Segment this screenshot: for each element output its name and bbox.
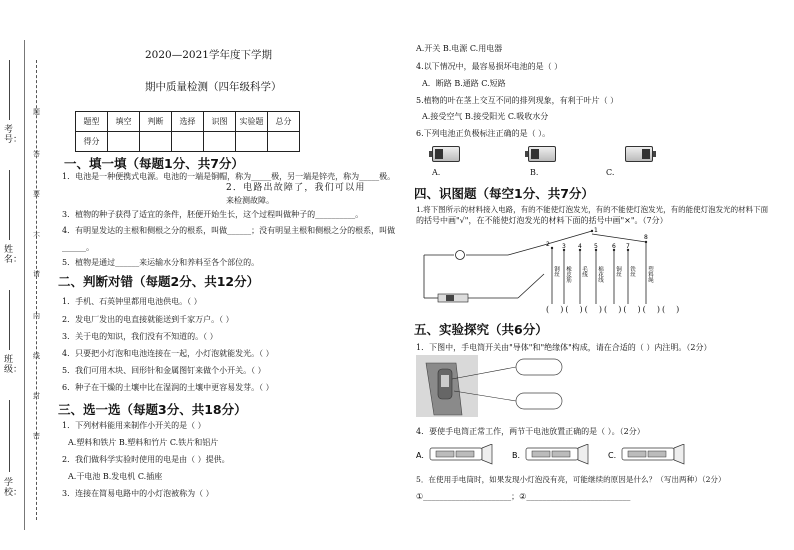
r-q4: 4.以下情况中，最容易损坏电池的是（ ）: [416, 62, 563, 71]
score-header: 总分: [268, 112, 300, 132]
score-header: 题型: [76, 112, 108, 132]
s2-item: 3．关于电的知识，我们没有不知道的。（ ）: [62, 332, 218, 341]
section1-heading: 一、填一填（每题1分、共7分）: [64, 156, 244, 171]
s4-instruction-1: 1.将下图所示的材料接入电路，有的不能使灯泡发光，有的不能使灯泡发光，有的能使灯泡发光的材料下面: [416, 205, 769, 214]
score-header: 填空: [108, 112, 140, 132]
circuit-number: 8: [644, 234, 648, 241]
s3-q2: 2．我们做科学实验时使用的电是由（ ）提供。: [62, 455, 230, 464]
battery-b-image: [528, 146, 556, 162]
circuit-number: 2: [546, 241, 550, 248]
label-school: 学校：: [4, 478, 23, 498]
binding-line-dashed: [36, 60, 37, 520]
battery-label: A.: [432, 168, 441, 177]
score-table: [75, 111, 300, 152]
circuit-number: 4: [578, 243, 582, 250]
s2-item: 6．种子在干燥的土壤中比在湿润的土壤中更容易发芽。（ ）: [62, 383, 274, 392]
flashlight-a-icon: [430, 444, 492, 464]
seal-char: 要: [33, 190, 40, 198]
score-table-row: [76, 132, 300, 152]
score-cell[interactable]: [236, 132, 268, 152]
s5-q5-line2[interactable]: ①______________________；②__________________________: [416, 492, 631, 501]
material-label: 铁丝: [629, 266, 635, 277]
material-label: 钢丝: [553, 266, 559, 277]
seal-char: 密: [33, 432, 40, 440]
s5-q4: 4．要使手电筒正常工作，两节干电池放置正确的是（ ）。（2分）: [416, 427, 645, 436]
score-cell[interactable]: [140, 132, 172, 152]
circuit-number: 7: [626, 243, 630, 250]
s5-q5-line1: 5．在使用手电筒时，如果发现小灯泡没有亮，可能继续的原因是什么？（写出两种）（2分）: [416, 475, 726, 484]
seal-char: 请: [33, 270, 40, 278]
score-header: 识图: [204, 112, 236, 132]
s2-item: 2．发电厂发出的电直接就能送到千家万户。（ ）: [62, 315, 234, 324]
r-q5: 5.植物的叶在茎上交互不同的排列现象，有利于叶片（ ）: [416, 96, 619, 105]
label-exam-number: 考号：: [4, 125, 23, 145]
score-table-header-row: [76, 112, 300, 132]
s1-q4-line1: 4．有明显发达的主根和侧根之分的根系，叫做______；没有明显主根和侧根之分的根系，叫做: [62, 226, 396, 235]
s2-item: 1．手机、石英钟里都用电池供电。（ ）: [62, 297, 202, 306]
s1-q3: 3．植物的种子获得了适宜的条件，胚便开始生长，这个过程叫做种子的__________。: [62, 210, 364, 219]
score-header: 实验题: [236, 112, 268, 132]
flashlight-b-icon: [526, 444, 588, 464]
circuit-number: 6: [612, 243, 616, 250]
score-header: 判断: [140, 112, 172, 132]
score-cell[interactable]: [172, 132, 204, 152]
exam-title: 2020—2021学年度下学期: [145, 49, 272, 61]
section2-heading: 二、判断对错（每题2分、共12分）: [58, 274, 260, 289]
s3-q3: 3．连接在简易电路中的小灯泡被称为（ ）: [62, 489, 214, 498]
flashlight-label: C.: [608, 451, 617, 460]
battery-label: B.: [530, 168, 539, 177]
score-cell[interactable]: [108, 132, 140, 152]
flashlight-options: [416, 444, 694, 468]
section4-heading: 四、识图题（每空1分、共7分）: [414, 186, 594, 201]
s4-instruction-2: 的括号中画"√"，在不能使灯泡发光的材料下面的括号中画"×"。（7分）: [416, 216, 668, 225]
score-cell[interactable]: [204, 132, 236, 152]
section3-heading: 三、选一选（每题3分、共18分）: [58, 402, 247, 417]
r-q4-options: A．断路 B.通路 C.短路: [422, 79, 506, 88]
seal-char: 内: [33, 312, 40, 320]
s3-q1-options: A.塑料和铁片 B.塑料和竹片 C.铁片和铝片: [68, 438, 219, 447]
s5-q1: 1．下图中，手电筒开关由"导体"和"绝缘体"构成，请在合适的（ ）内注明。（2分）: [416, 343, 712, 352]
battery-c-image: [625, 146, 653, 162]
s2-item: 5．我们可用木块、回形针和金属图钉来做个小开关。（ ）: [62, 366, 266, 375]
s1-q5: 5．植物是通过______来运输水分和养料至各个部位的。: [62, 258, 260, 267]
section5-heading: 五、实验探究（共6分）: [414, 322, 548, 337]
seal-char: 答: [33, 150, 40, 158]
material-label: 塑料绳: [647, 266, 653, 283]
seal-char: 题: [33, 108, 40, 116]
material-label: 毛线: [581, 266, 587, 277]
flashlight-switch-image: [416, 355, 576, 417]
circuit-number: 3: [562, 243, 566, 250]
answer-oval[interactable]: [516, 359, 562, 375]
s1-q2-line1: 2．电路出故障了，我们可以用: [226, 183, 366, 193]
circuit-number: 5: [594, 243, 598, 250]
r-q6: 6.下列电池正负极标注正确的是（ ）。: [416, 129, 551, 138]
answer-brackets[interactable]: ( )( )( )( )( )( )( ): [546, 305, 682, 314]
seal-char: 线: [33, 352, 40, 360]
label-class: 班级：: [4, 355, 23, 375]
s1-q4-line2: ______。: [62, 243, 94, 252]
s3-q1: 1．下列材料能用来制作小开关的是（ ）: [62, 421, 206, 430]
battery-label: C.: [606, 168, 615, 177]
score-cell[interactable]: [268, 132, 300, 152]
exam-subtitle: 期中质量检测（四年级科学）: [145, 81, 282, 93]
binding-line-outer: [24, 40, 25, 530]
material-label: 橡皮筋: [565, 266, 571, 283]
label-name: 姓名：: [4, 245, 23, 265]
battery-a-image: [432, 146, 460, 162]
score-row-label: 得分: [76, 132, 108, 152]
flashlight-label: A.: [416, 451, 424, 460]
bulb-icon: [456, 251, 465, 260]
s1-q1: 1．电池是一种便携式电源。电池的一端是铜帽，称为_____极，另一端是锌壳，称为_____极。: [62, 172, 396, 181]
score-header: 选择: [172, 112, 204, 132]
s2-item: 4．只要把小灯泡和电池连接在一起，小灯泡就能发光。（ ）: [62, 349, 274, 358]
r-q3-options: A.开关 B.电源 C.用电器: [416, 44, 503, 53]
flashlight-label: B.: [512, 451, 521, 460]
s1-q2-line2: 来检测故障。: [226, 196, 274, 205]
r-q5-options: A.接受空气 B.接受阳光 C.吸收水分: [422, 112, 549, 121]
circuit-number: 1: [594, 227, 598, 234]
material-label: 铜丝: [615, 266, 621, 277]
seal-char: 封: [33, 392, 40, 400]
answer-oval[interactable]: [516, 393, 562, 409]
s3-q2-options: A.干电池 B.发电机 C.插座: [68, 472, 163, 481]
seal-char: 不: [33, 232, 40, 240]
flashlight-c-icon: [622, 444, 684, 464]
material-label: 棉花线: [597, 266, 603, 283]
